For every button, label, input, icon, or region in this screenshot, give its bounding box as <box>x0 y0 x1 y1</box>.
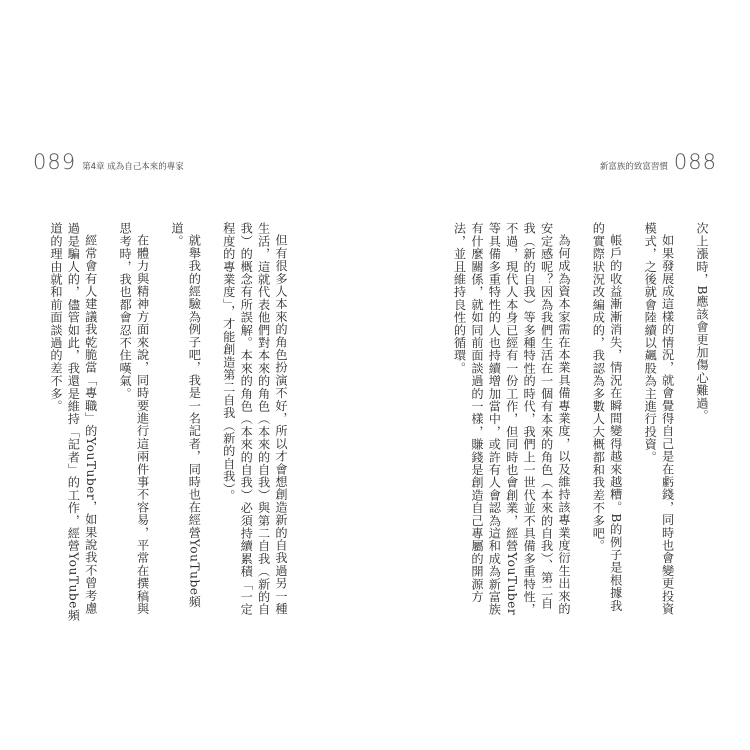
left-page-number: 089 <box>33 150 77 174</box>
right-page-header <box>600 150 717 174</box>
left-body-text <box>47 222 289 622</box>
left-paragraph-2: 就舉我的經驗為例子吧，我是一名記者，同時也在經營YouTube頻道。 <box>169 222 202 609</box>
right-page <box>375 0 750 750</box>
left-paragraph-1: 但有很多人本來的角色扮演不好，所以才會想創造新的自我過另一種生活，這就代表他們對本來的角色（本來的自我）與第二自我（新的自我）的概念有所誤解。本來的角色（本來的自我）必須持續累積「一定程度的專業度」，才能創造第二自我（新的自我）。 <box>221 222 288 616</box>
left-paragraph-4: 經常會有人建議我乾脆當「專職」的YouTuber，如果說我不曾考慮過是騙人的，儘管如此，我還是維持「記者」的工作，經營YouTube頻道的理由就和前面談過的差不多。 <box>48 222 98 622</box>
left-paragraph-3: 在體力與精神方面來說，同時要進行這兩件事不容易，平常在撰稿與思考時，我也都會忍不住嘆氣。 <box>118 222 150 616</box>
left-page-header <box>33 150 184 174</box>
right-chapter-title: 新富族的致富習慣 <box>599 162 668 172</box>
right-paragraph-4: 為何成為資本家需在本業具備專業度，以及維持該專業度衍生出來的安定感呢？因為我們生活在一個有本來的角色（本來的自我）、第二自我（新的自我）等多種特性的時代，我們上一世代並不具備多重特性，不過，現代人本身已經有一份工作，但同時也會創業，經營YouTuber等具備多重特性的人也持續增加當中，或許有人會認為這和成為新富族有什麼關係，就如同前面談過的一樣，賺錢是創造自己專屬的開源方法，並且維持良性的循環。 <box>452 222 571 616</box>
right-paragraph-3: 帳戶的收益漸漸消失，情況在瞬間變得越來越糟。B的例子是根據我的實際狀況改編成的，我認為多數人大概都和我差不多吧。 <box>591 222 623 612</box>
right-paragraph-2: 如果發展成這樣的情況，就會覺得自己是在虧錢，同時也會變更投資模式，之後就會陸續以飆股為主進行投資。 <box>643 222 675 616</box>
right-page-number: 088 <box>673 150 717 174</box>
right-body-text <box>450 222 710 622</box>
left-chapter-title: 第4章 成為自己本來的專家 <box>82 162 184 172</box>
right-paragraph-1: 次上漲時，B應該會更加傷心難過。 <box>695 222 709 422</box>
